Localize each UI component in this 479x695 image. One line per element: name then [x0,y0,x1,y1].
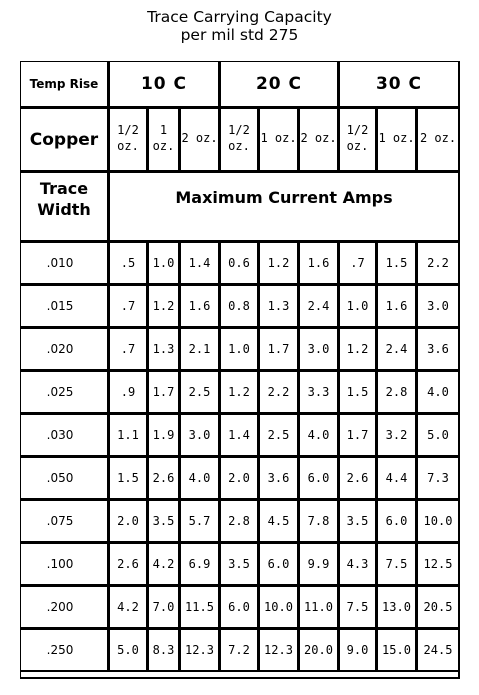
current-value-cell: .9 [109,371,148,414]
current-value-cell: 9.0 [339,629,377,672]
current-value-cell: 10.0 [259,586,299,629]
current-value-cell: 1.3 [259,285,299,328]
current-value-cell: 4.2 [148,543,180,586]
current-value-cell: .7 [339,242,377,285]
current-value-cell: 4.5 [259,500,299,543]
current-value-cell: 2.4 [299,285,339,328]
current-value-cell: 1.9 [148,414,180,457]
current-value-cell: 1.0 [220,328,259,371]
current-value-cell: 1.5 [339,371,377,414]
current-value-cell: 6.0 [377,500,417,543]
current-value-cell: 4.0 [299,414,339,457]
current-value-cell: 1.1 [109,414,148,457]
current-value-cell: 6.0 [220,586,259,629]
oz-header: 1/2 oz. [220,108,259,172]
current-value-cell: 7.5 [339,586,377,629]
current-value-cell: .5 [109,242,148,285]
current-value-cell: 1.3 [148,328,180,371]
current-value-cell: 4.3 [339,543,377,586]
temp-header: 10 C [109,61,220,108]
current-value-cell: 1.0 [148,242,180,285]
current-value-cell: 1.4 [220,414,259,457]
current-value-cell: 6.0 [299,457,339,500]
oz-header: 1 oz. [377,108,417,172]
current-value-cell: 20.0 [299,629,339,672]
current-value-cell: 7.2 [220,629,259,672]
trace-width-cell: .075 [20,500,109,543]
current-value-cell: 4.0 [417,371,460,414]
current-value-cell: 5.7 [180,500,220,543]
capacity-table [20,61,460,679]
current-value-cell: 4.0 [180,457,220,500]
current-value-cell: 7.3 [417,457,460,500]
current-value-cell: 3.5 [339,500,377,543]
current-value-cell: 2.0 [220,457,259,500]
current-value-cell: 1.2 [148,285,180,328]
current-value-cell: 6.9 [180,543,220,586]
current-value-cell: 4.2 [109,586,148,629]
trace-width-cell: .200 [20,586,109,629]
oz-header: 2 oz. [417,108,460,172]
current-value-cell: 3.2 [377,414,417,457]
current-value-cell: 3.0 [299,328,339,371]
trace-width-cell: .015 [20,285,109,328]
trace-width-cell: .250 [20,629,109,672]
current-value-cell: 3.5 [148,500,180,543]
current-value-cell: 2.6 [109,543,148,586]
current-value-cell: 3.0 [417,285,460,328]
current-value-cell: 8.3 [148,629,180,672]
trace-width-cell: .020 [20,328,109,371]
current-value-cell: 1.6 [299,242,339,285]
current-value-cell: 3.0 [180,414,220,457]
trace-width-cell: .050 [20,457,109,500]
current-value-cell: 12.3 [180,629,220,672]
oz-header: 1/2 oz. [339,108,377,172]
current-value-cell: 13.0 [377,586,417,629]
current-value-cell: 3.3 [299,371,339,414]
current-value-cell: 12.5 [417,543,460,586]
current-value-cell: 2.0 [109,500,148,543]
current-value-cell: 2.8 [220,500,259,543]
page-subtitle: per mil std 275 [180,26,299,44]
current-value-cell: .7 [109,328,148,371]
current-value-cell: 1.6 [377,285,417,328]
current-value-cell: 10.0 [417,500,460,543]
temp-header: 20 C [220,61,339,108]
current-value-cell: 3.5 [220,543,259,586]
oz-header: 1 oz. [259,108,299,172]
current-value-cell: 1.7 [339,414,377,457]
current-value-cell: 2.8 [377,371,417,414]
trace-width-cell: .025 [20,371,109,414]
current-value-cell: 2.2 [259,371,299,414]
trace-width-header: Trace Width [20,172,109,242]
oz-header: 1/2 oz. [109,108,148,172]
oz-header: 2 oz. [180,108,220,172]
current-value-cell: 1.7 [259,328,299,371]
current-value-cell: 2.4 [377,328,417,371]
current-value-cell: 1.5 [109,457,148,500]
trace-width-cell: .100 [20,543,109,586]
current-value-cell: 1.2 [339,328,377,371]
current-value-cell: 2.6 [148,457,180,500]
current-value-cell: 1.0 [339,285,377,328]
current-value-cell: 12.3 [259,629,299,672]
current-value-cell: 6.0 [259,543,299,586]
current-value-cell: 2.5 [180,371,220,414]
current-value-cell: 0.6 [220,242,259,285]
current-value-cell: 7.5 [377,543,417,586]
current-value-cell: 11.0 [299,586,339,629]
current-value-cell: 20.5 [417,586,460,629]
current-value-cell: 7.8 [299,500,339,543]
trace-width-cell: .030 [20,414,109,457]
trace-width-cell: .010 [20,242,109,285]
current-value-cell: 1.5 [377,242,417,285]
current-value-cell: 1.2 [220,371,259,414]
current-value-cell: 5.0 [109,629,148,672]
current-value-cell: 1.4 [180,242,220,285]
current-value-cell: 5.0 [417,414,460,457]
current-value-cell: 2.6 [339,457,377,500]
current-value-cell: 1.2 [259,242,299,285]
page-title: Trace Carrying Capacity [147,8,332,26]
current-value-cell: 2.5 [259,414,299,457]
maximum-current-header: Maximum Current Amps [109,172,460,242]
current-value-cell: 0.8 [220,285,259,328]
current-value-cell: 1.6 [180,285,220,328]
current-value-cell: 24.5 [417,629,460,672]
current-value-cell: 2.2 [417,242,460,285]
copper-header: Copper [20,108,109,172]
current-value-cell: 11.5 [180,586,220,629]
oz-header: 2 oz. [299,108,339,172]
temp-rise-header: Temp Rise [20,61,109,108]
current-value-cell: 3.6 [259,457,299,500]
current-value-cell: .7 [109,285,148,328]
current-value-cell: 7.0 [148,586,180,629]
current-value-cell: 3.6 [417,328,460,371]
current-value-cell: 9.9 [299,543,339,586]
oz-header: 1 oz. [148,108,180,172]
current-value-cell: 15.0 [377,629,417,672]
current-value-cell: 4.4 [377,457,417,500]
temp-header: 30 C [339,61,460,108]
current-value-cell: 2.1 [180,328,220,371]
current-value-cell: 1.7 [148,371,180,414]
